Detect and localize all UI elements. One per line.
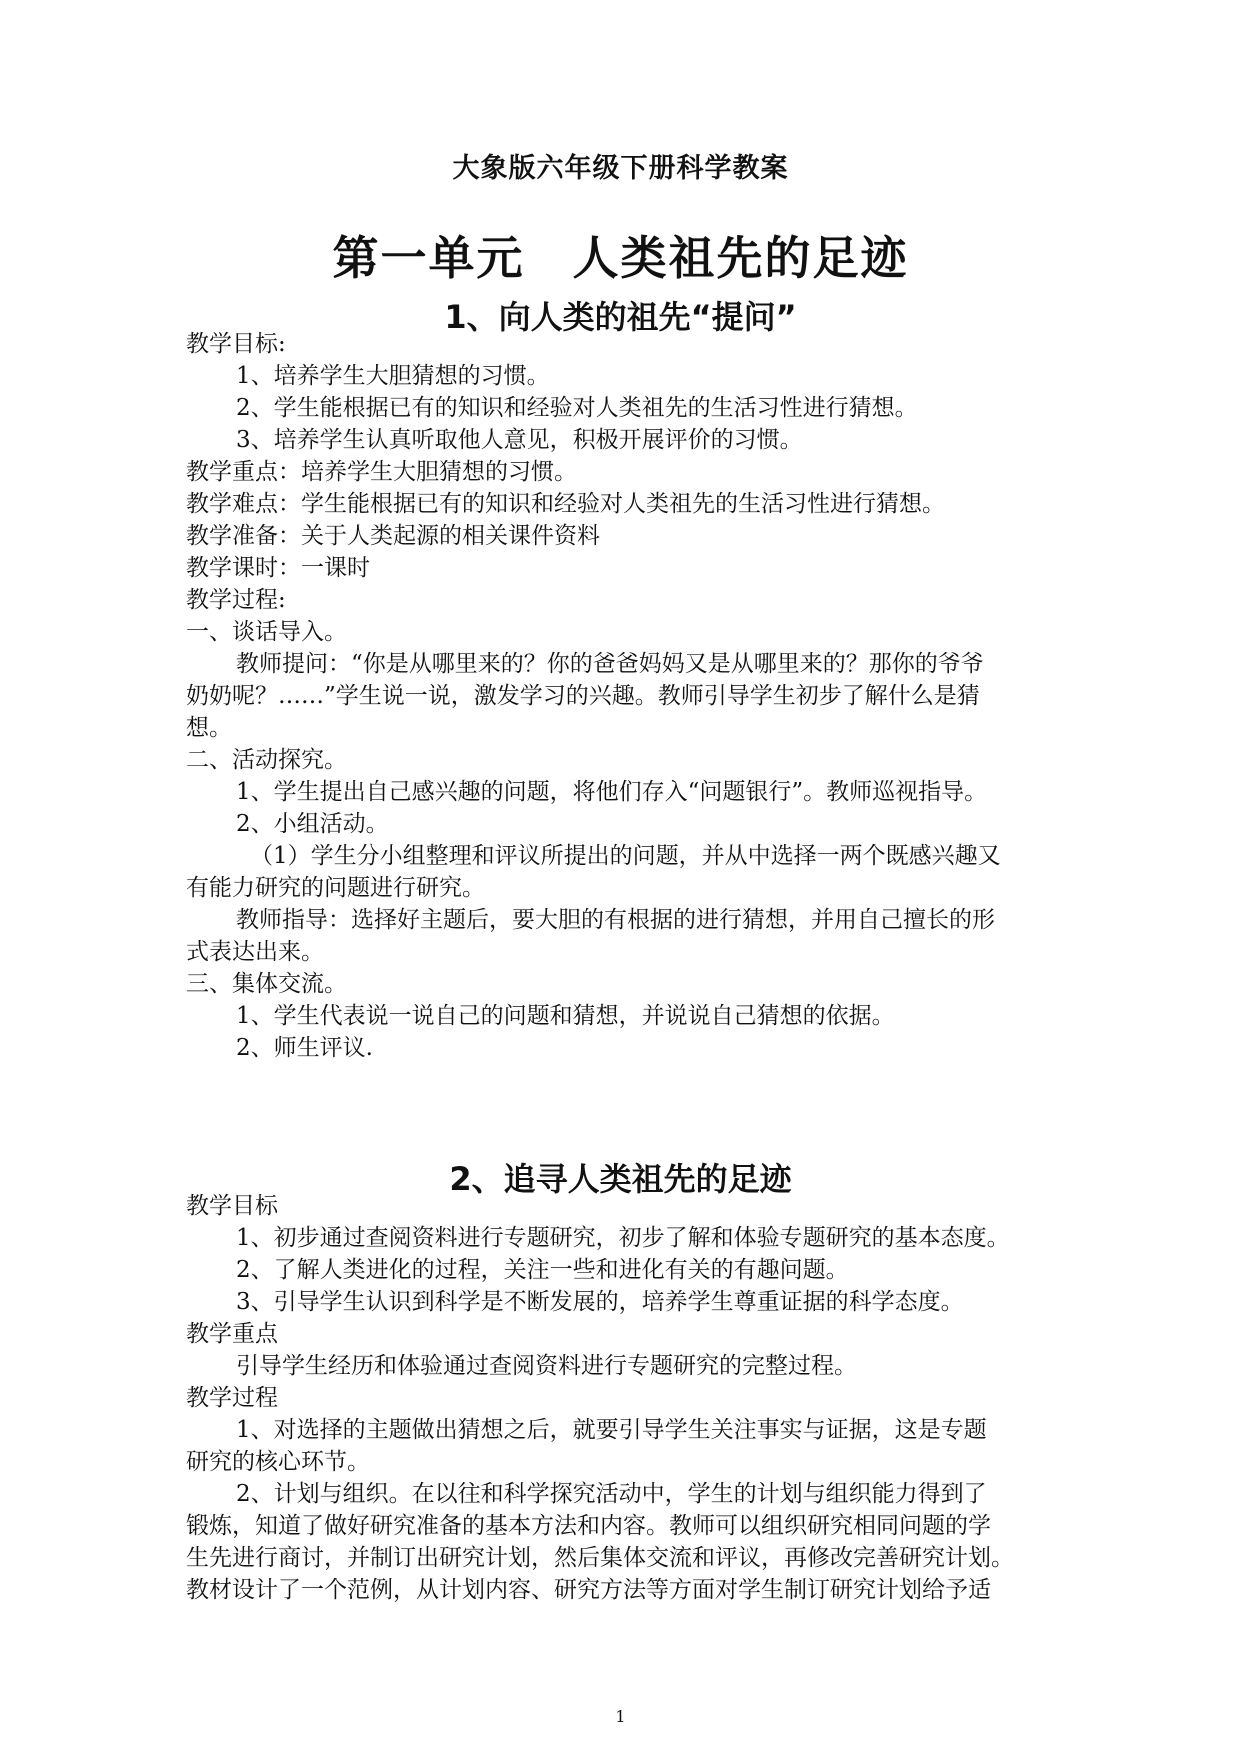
lesson-2-body [186,1190,1066,1606]
text-line: 2、了解人类进化的过程，关注一些和进化有关的有趣问题。 [236,1257,849,1283]
text-line: 有能力研究的问题进行研究。 [186,875,485,901]
text-line: 式表达出来。 [186,939,324,965]
section-label: 教学过程 [186,1385,278,1411]
text-line: 教师提问：“你是从哪里来的？你的爸爸妈妈又是从哪里来的？那你的爷爷 [236,651,984,677]
section-label: 教学过程: [186,587,286,613]
step-heading: 三、集体交流。 [186,971,347,997]
text-line: 3、培养学生认真听取他人意见，积极开展评价的习惯。 [236,427,803,453]
section-label: 教学重点 [186,1321,278,1347]
section-label: 教学准备：关于人类起源的相关课件资料 [186,523,600,549]
text-line: 2、计划与组织。在以往和科学探究活动中，学生的计划与组织能力得到了 [236,1481,987,1507]
text-line: 3、引导学生认识到科学是不断发展的，培养学生尊重证据的科学态度。 [236,1289,964,1315]
text-line: 奶奶呢？……”学生说一说，激发学习的兴趣。教师引导学生初步了解什么是猜 [186,683,980,709]
section-label: 教学课时：一课时 [186,555,370,581]
text-line: 1、学生提出自己感兴趣的问题，将他们存入“问题银行”。教师巡视指导。 [236,779,988,805]
lesson-1-body [186,328,1066,1064]
text-line: 锻炼，知道了做好研究准备的基本方法和内容。教师可以组织研究相同问题的学 [186,1513,991,1539]
section-label: 教学难点：学生能根据已有的知识和经验对人类祖先的生活习性进行猜想。 [186,491,945,517]
text-line: 1、初步通过查阅资料进行专题研究，初步了解和体验专题研究的基本态度。 [236,1225,1010,1251]
section-label: 教学目标: [186,331,286,357]
text-line: 教材设计了一个范例，从计划内容、研究方法等方面对学生制订研究计划给予适 [186,1577,991,1603]
text-line: 生先进行商讨，并制订出研究计划，然后集体交流和评议，再修改完善研究计划。 [186,1545,1014,1571]
text-line: 2、小组活动。 [236,811,389,837]
unit-title: 第一单元 人类祖先的足迹 [332,231,909,285]
text-line: 教师指导：选择好主题后，要大胆的有根据的进行猜想，并用自己擅长的形 [236,907,995,933]
text-line: 1、培养学生大胆猜想的习惯。 [236,363,550,389]
text-line: 引导学生经历和体验通过查阅资料进行专题研究的完整过程。 [236,1353,857,1379]
text-line: 想。 [186,715,232,741]
text-line: 1、学生代表说一说自己的问题和猜想，并说说自己猜想的依据。 [236,1003,895,1029]
lesson-2-title: 2、追寻人类祖先的足迹 [449,1160,792,1198]
text-line: 研究的核心环节。 [186,1449,370,1475]
lesson-1-title: 1、向人类的祖先“提问” [444,298,797,336]
section-label: 教学重点：培养学生大胆猜想的习惯。 [186,459,577,485]
text-line: （1）学生分小组整理和评议所提出的问题，并从中选择一两个既感兴趣又 [250,843,1001,869]
text-line: 1、对选择的主题做出猜想之后，就要引导学生关注事实与证据，这是专题 [236,1417,987,1443]
step-heading: 二、活动探究。 [186,747,347,773]
page-number: 1 [615,1707,626,1726]
section-label: 教学目标 [186,1193,278,1219]
step-heading: 一、谈话导入。 [186,619,347,645]
text-line: 2、学生能根据已有的知识和经验对人类祖先的生活习性进行猜想。 [236,395,918,421]
document-title: 大象版六年级下册科学教案 [452,153,789,184]
text-line: 2、师生评议. [236,1035,373,1061]
